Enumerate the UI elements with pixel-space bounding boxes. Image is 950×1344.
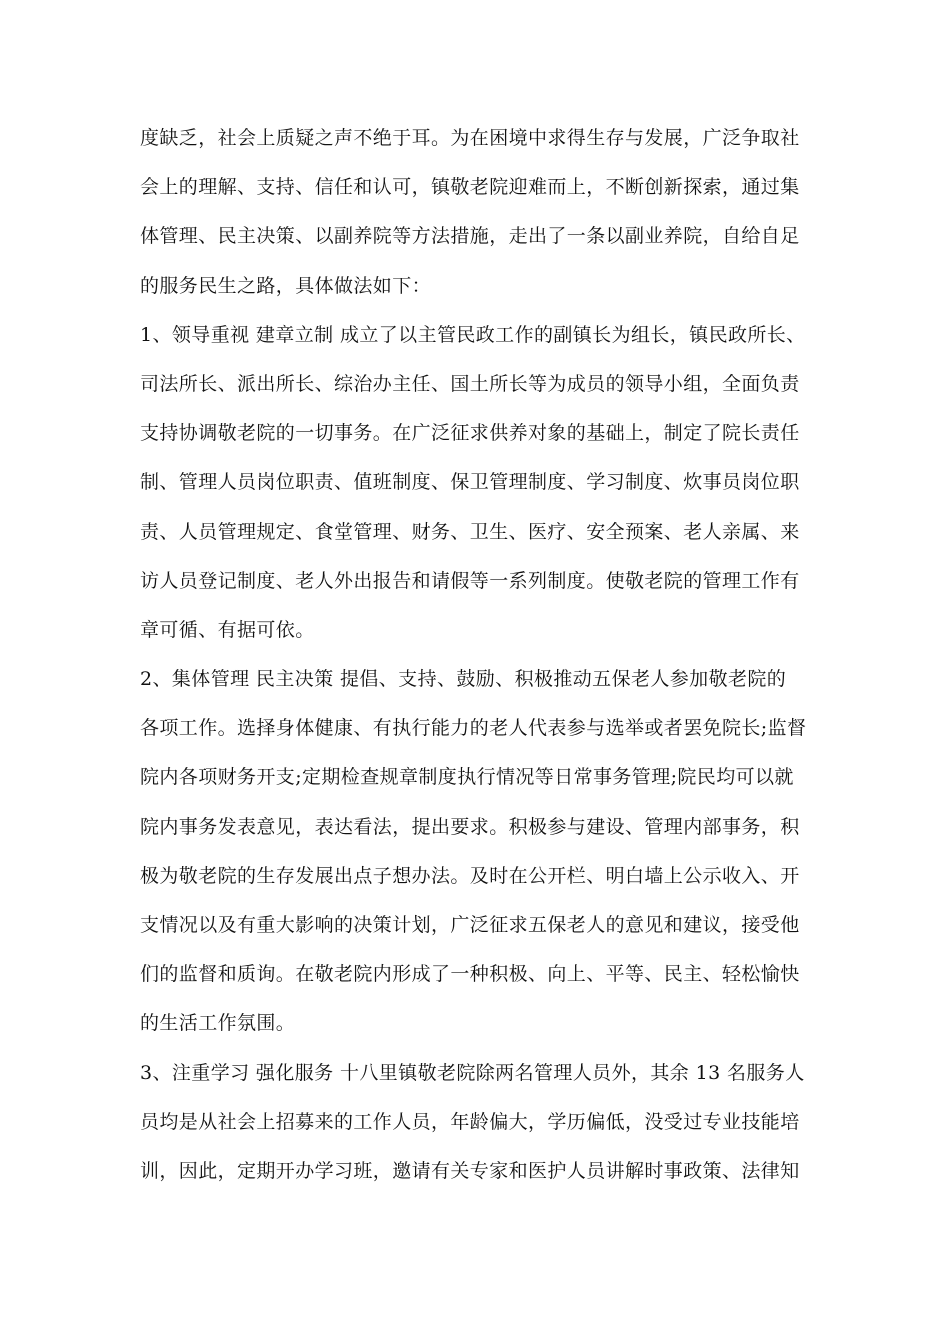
text-line: 访人员登记制度、老人外出报告和请假等一系列制度。使敬老院的管理工作有: [140, 569, 800, 592]
section-2-heading-line: 2、集体管理 民主决策 提倡、支持、鼓励、积极推动五保老人参加敬老院的: [140, 668, 787, 691]
text-line: 支持协调敬老院的一切事务。在广泛征求供养对象的基础上，制定了院长责任: [140, 422, 800, 445]
text-line: 训，因此，定期开办学习班，邀请有关专家和医护人员讲解时事政策、法律知: [140, 1159, 800, 1182]
text-line: 体管理、民主决策、以副养院等方法措施，走出了一条以副业养院，自给自足: [140, 225, 800, 248]
text-line: 们的监督和质询。在敬老院内形成了一种积极、向上、平等、民主、轻松愉快: [140, 963, 800, 986]
text-line: 责、人员管理规定、食堂管理、财务、卫生、医疗、安全预案、老人亲属、来: [140, 520, 800, 543]
text-line: 院内各项财务开支;定期检查规章制度执行情况等日常事务管理;院民均可以就: [140, 766, 794, 789]
text-line: 各项工作。选择身体健康、有执行能力的老人代表参与选举或者罢免院长;监督: [140, 717, 807, 740]
text-line: 章可循、有据可依。: [140, 618, 315, 641]
text-line: 的生活工作氛围。: [140, 1012, 296, 1035]
section-1-heading-line: 1、领导重视 建章立制 成立了以主管民政工作的副镇长为组长，镇民政所长、: [140, 323, 806, 346]
text-line: 度缺乏，社会上质疑之声不绝于耳。为在困境中求得生存与发展，广泛争取社: [140, 127, 800, 149]
text-line: 的服务民生之路，具体做法如下：: [140, 274, 432, 297]
text-line: 员均是从社会上招募来的工作人员，年龄偏大，学历偏低，没受过专业技能培: [140, 1110, 800, 1133]
text-line: 制、管理人员岗位职责、值班制度、保卫管理制度、学习制度、炊事员岗位职: [140, 471, 800, 494]
text-line: 支情况以及有重大影响的决策计划，广泛征求五保老人的意见和建议，接受他: [140, 914, 800, 936]
text-line: 司法所长、派出所长、综治办主任、国土所长等为成员的领导小组，全面负责: [140, 372, 800, 395]
body-text: [140, 114, 820, 1196]
section-3-heading-line: 3、注重学习 强化服务 十八里镇敬老院除两名管理人员外，其余 13 名服务人: [140, 1061, 805, 1084]
text-line: 会上的理解、支持、信任和认可，镇敬老院迎难而上，不断创新探索，通过集: [140, 176, 800, 199]
text-line: 极为敬老院的生存发展出点子想办法。及时在公开栏、明白墙上公示收入、开: [140, 864, 800, 887]
text-line: 院内事务发表意见，表达看法，提出要求。积极参与建设、管理内部事务，积: [140, 815, 800, 838]
